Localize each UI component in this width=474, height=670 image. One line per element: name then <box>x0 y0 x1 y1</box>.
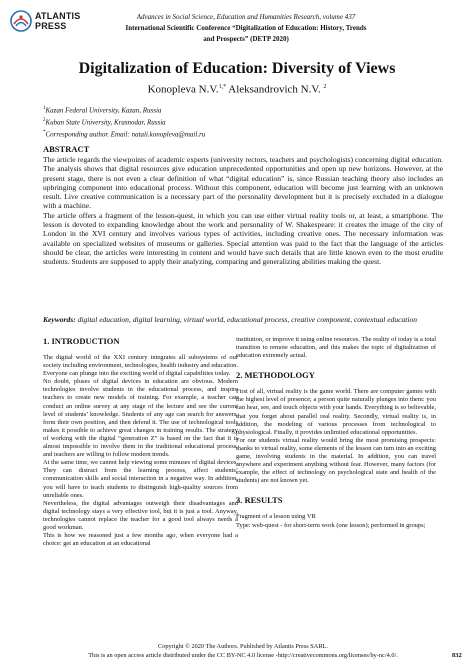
journal-name: Advances in Social Science, Education and Humanities Research, volume 437 <box>136 13 356 21</box>
keywords-text: digital education, digital learning, virtual world, educational process, creative component, contextual education <box>77 315 418 324</box>
copyright-line: Copyright © 2020 The Authors. Published by Atlantis Press SARL. <box>158 643 328 650</box>
author-1-sup: 1,* <box>218 84 227 90</box>
abstract-heading: ABSTRACT <box>43 144 90 154</box>
page-number: 832 <box>452 652 462 659</box>
body-paragraph: Type: web-quest - for short-term work (one lesson); performed in groups; <box>236 521 426 529</box>
logo-line2: PRESS <box>35 21 67 31</box>
logo-text <box>35 11 80 31</box>
author-2-sup: 2 <box>323 84 327 90</box>
abstract-paragraph: The article offers a fragment of the lesson-quest, in which you can use either virtual reality tools or, at least, a smartphone. The lesson is devoted to expanding knowledge about the work and personality of W. Shakespeare: it creates the image of the city of London in the XVI century and involves various types of activities, including creative ones. The necessary information was available on specialized websites of museums or galleries. Special attention was paid to the fact that the language of the articles should be clear, the articles were interesting in content and would have such details that are little known even to the most erudite students. Students are supposed to apply their analyzing, comparing and generalizing abilities making the quest. <box>43 210 443 267</box>
corresponding-author: *Corresponding author. Email: natali.konopleva@mail.ru <box>43 129 206 138</box>
publisher-logo <box>10 8 84 40</box>
body-paragraph: For our students virtual reality would bring the most promising prospects: thanks to virtual reality, some elements of the lesson can turn into an exciting game, involving students in the material. In addition, you can travel anywhere and experiment anything without fear. However, many factors (for example, the effect of technology on psychological state and health of the students) are not known yet. <box>236 436 436 485</box>
body-paragraph: No doubt, pluses of digital devices in education are obvious. Modern technologies involve students in the educational process, and inspire teachers to create new models of training. For example, a teacher can conduct an online survey at any stage of the lecture and see the current level of students’ knowledge. Students of any age can search for answers, form their own position, and then defend it. The use of technological tools makes it possible to achieve great changes in training results. The strategy of working with the digital “generation Z” is based on the fact that it is almost impossible to involve them in the traditional educational process, and teachers are willing to follow modern trends. <box>43 378 238 459</box>
body-paragraph: institution, or improve it using online resources. The reality of today is a total transition to remote education, and this makes the topic of digitalization of education extremely actual. <box>236 336 436 360</box>
body-paragraph: Fragment of a lesson using VR <box>236 513 316 521</box>
section-heading-methodology: 2. METHODOLOGY <box>236 370 315 381</box>
logo-line1: ATLANTIS <box>35 11 81 21</box>
keywords <box>43 313 443 327</box>
affiliation-1: $^1$Kazan Federal University, Kazan, Russia <box>43 106 162 115</box>
author-2: Aleksandrovich N.V. <box>228 83 321 96</box>
author-list <box>0 81 474 96</box>
abstract-paragraph: The article regards the viewpoints of academic experts (university rectors, teachers and psychologists) concerning digital education. The analysis shows that digital resources give education unprecedented opportunities and open up new horizons. However, at the present stage, there is not even a clear definition of what “digital education” is, since Russian teaching theory also includes an upbringing component into educational process. Without this component, education will become just learning with an unknown result. Live creative communication is a necessary part of the personality development but it is precisely excluded in a dialogue with a machine. <box>43 155 443 211</box>
body-paragraph: At the same time, we cannot help viewing some minuses of digital devices. They can distract from the learning process, affect students’ communication skills and social interaction in a negative way. In addition, you will have to teach students to distinguish high-quality sources from unreliable ones. <box>43 459 238 499</box>
author-1: Konopleva N.V. <box>147 83 219 96</box>
body-paragraph: First of all, virtual reality is the game world. There are computer games with the highest level of presence; a person quite naturally plunges into them: you can hear, see, and touch objects with your hands. Everything is so believable, that you forget about parallel real reality. Secondly, virtual reality is, in addition, the modeling of various processes from technological to physiological. Finally, it provides unlimited educational opportunities. <box>236 388 436 436</box>
license-line[interactable] <box>43 652 443 660</box>
license-link[interactable]: This is an open access article distributed under the CC BY-NC 4.0 license -http://creativecommons.org/licenses/by-nc/4.0/. <box>88 652 398 659</box>
paper-title: Digitalization of Education: Diversity of Views <box>78 60 396 77</box>
left-column <box>43 336 238 548</box>
section-heading-introduction: 1. INTRODUCTION <box>43 336 120 346</box>
right-column <box>236 336 436 530</box>
conference-line-1: International Scientific Conference “Digitalization of Education: History, Trends <box>125 24 367 32</box>
body-paragraph: This is how we reasoned just a few months ago, when everyone had a choice: get an education at an educational <box>43 532 238 548</box>
atlantis-press-logo-icon <box>10 10 32 32</box>
abstract-body <box>43 155 443 267</box>
affiliation-2: $^2$Kuban State University, Krasnodar, Russia <box>43 117 166 127</box>
conference-line-2: and Prospects” (DETP 2020) <box>203 35 289 43</box>
body-paragraph: Nevertheless, the digital advantages outweigh their disadvantages and digital technology stays a very effective tool, but it is just a tool. Anyway, technologies cannot replace the teacher for a good tool always needs a good workman. <box>43 499 238 531</box>
keywords-label: Keywords: <box>43 315 76 324</box>
affiliations <box>43 104 443 139</box>
body-paragraph: The digital world of the XXI century integrates all subsystems of our society including environment, technologies, health industry and education. Everyone can plunge into the exciting world of digital capabilities today. <box>43 354 238 378</box>
section-heading-results: 3. RESULTS <box>236 495 283 506</box>
